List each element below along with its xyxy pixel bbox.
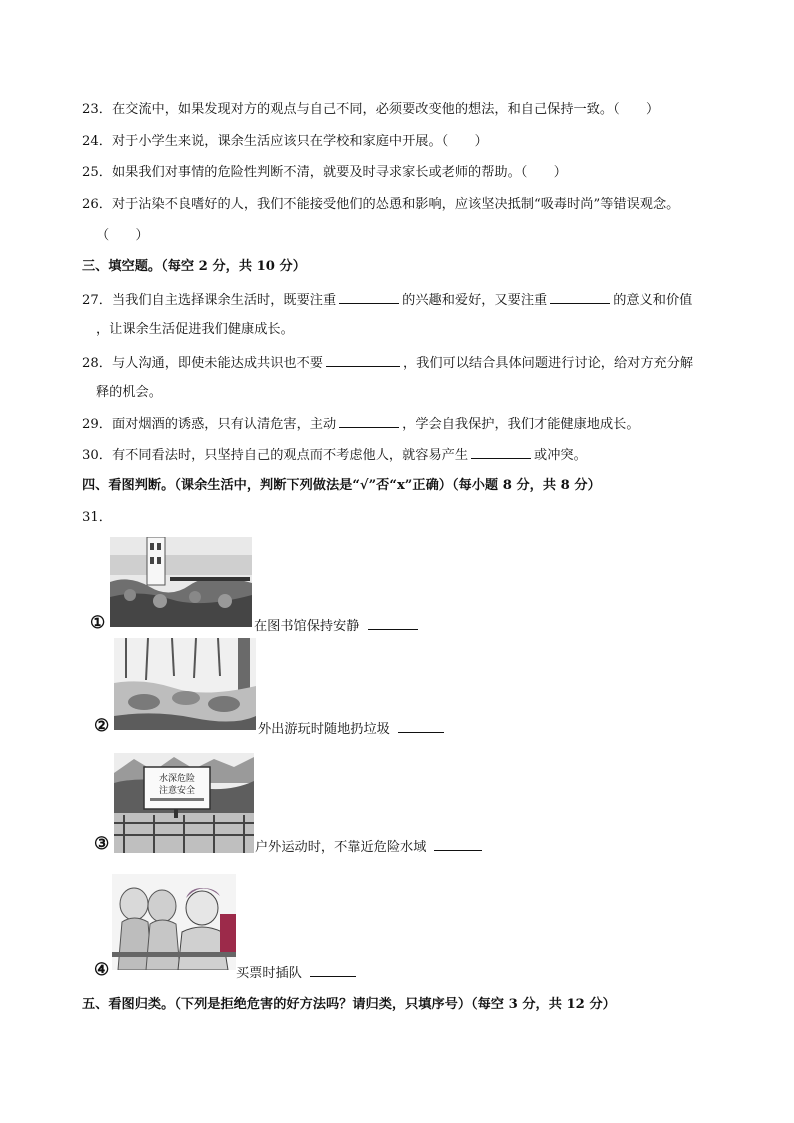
item-4-statement: 买票时插队	[236, 962, 359, 984]
question-27-cont: ，让课余生活促进我们健康成长。	[96, 322, 294, 337]
question-27: 27．当我们自主选择课余生活时，既要注重 的兴趣和爱好，又要注重 的意义和价值	[82, 289, 692, 311]
question-24: 24．对于小学生来说，课余生活应该只在学校和家庭中开展。（ ）	[82, 134, 488, 149]
item-marker-2: ②	[94, 716, 110, 736]
answer-blank[interactable]	[326, 352, 400, 367]
sign-line-2: 注意安全	[158, 786, 196, 796]
section-4-heading: 四、看图判断。（课余生活中，判断下列做法是“√”否“x”正确）（每小题 8 分，共 8 分）	[82, 478, 601, 493]
library-picture	[110, 537, 252, 627]
answer-blank[interactable]	[398, 718, 444, 733]
sign-line-1: 水深危险	[158, 774, 196, 784]
question-25: 25．如果我们对事情的危险性判断不清，就要及时寻求家长或老师的帮助。（ ）	[82, 165, 567, 180]
question-28-cont: 释的机会。	[96, 385, 162, 400]
question-28: 28．与人沟通，即使未能达成共识也不要 ，我们可以结合具体问题进行讨论，给对方充分解	[82, 352, 693, 374]
item-marker-4: ④	[94, 960, 110, 980]
question-30: 30．有不同看法时，只坚持自己的观点而不考虑他人，就容易产生 或冲突。	[82, 444, 587, 466]
item-3-statement: 户外运动时，不靠近危险水域	[255, 836, 485, 858]
item-marker-1: ①	[90, 613, 106, 633]
item-2-statement: 外出游玩时随地扔垃圾	[258, 718, 447, 740]
answer-blank[interactable]	[368, 615, 418, 630]
section-3-heading: 三、填空题。（每空 2 分，共 10 分）	[82, 259, 306, 274]
question-26-answer-paren: （ ）	[96, 228, 149, 243]
answer-blank[interactable]	[310, 962, 356, 977]
question-23: 23．在交流中，如果发现对方的观点与自己不同，必须要改变他的想法，和自己保持一致。（ ）	[82, 102, 660, 117]
queue-jumping-picture	[112, 874, 236, 970]
littering-picture	[114, 638, 256, 730]
answer-blank[interactable]	[471, 444, 531, 459]
item-1-statement: 在图书馆保持安静	[254, 615, 421, 637]
littering-illustration	[114, 638, 256, 730]
question-29: 29．面对烟酒的诱惑，只有认清危害，主动 ，学会自我保护，我们才能健康地成长。	[82, 413, 640, 435]
answer-blank[interactable]	[339, 289, 399, 304]
question-31-number: 31．	[82, 510, 112, 525]
question-26: 26．对于沾染不良嗜好的人，我们不能接受他们的怂恿和影响，应该坚决抵制“吸毒时尚”等错误观念。	[82, 197, 680, 212]
water-danger-picture	[114, 753, 254, 853]
section-5-heading: 五、看图归类。（下列是拒绝危害的好方法吗？请归类，只填序号）（每空 3 分，共 12 分）	[82, 997, 616, 1012]
library-illustration	[110, 537, 252, 627]
answer-blank[interactable]	[434, 836, 482, 851]
queue-jumping-illustration	[112, 874, 236, 970]
item-marker-3: ③	[94, 834, 110, 854]
water-danger-illustration	[114, 753, 254, 853]
answer-blank[interactable]	[339, 413, 399, 428]
answer-blank[interactable]	[550, 289, 610, 304]
